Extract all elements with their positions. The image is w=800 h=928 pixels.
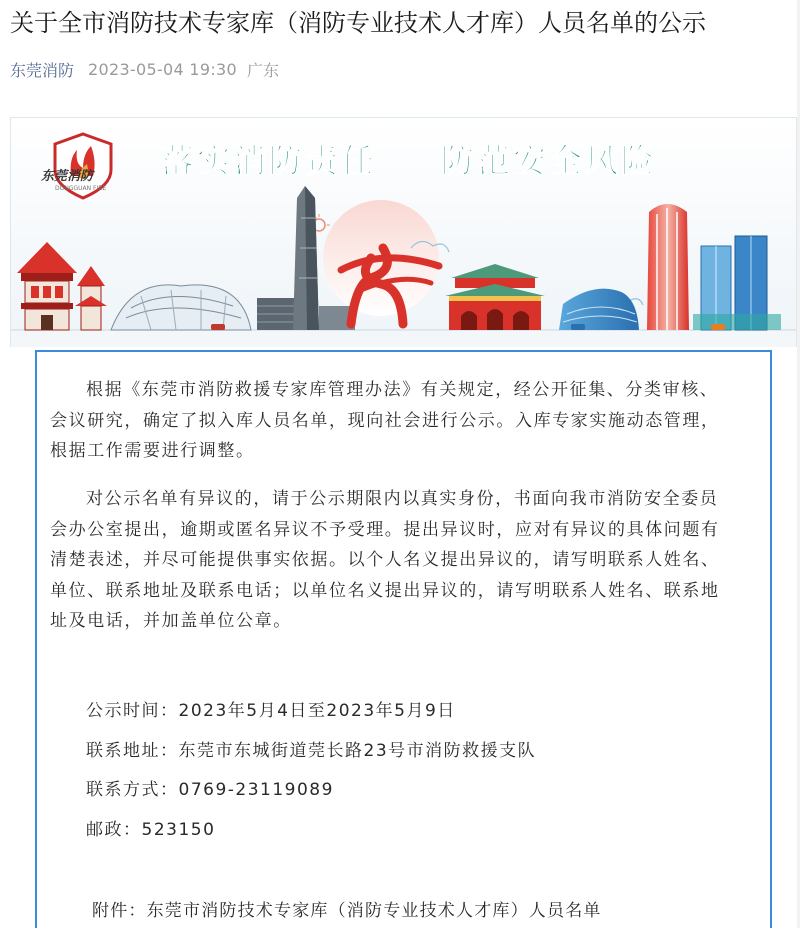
office-building bbox=[257, 298, 297, 330]
notice-paragraph-1: 根据《东莞市消防救援专家库管理办法》有关规定，经公开征集、分类审核、会议研究，确定了拟入库人员名单，现向社会进行公示。入库专家实施动态管理，根据工作需要进行调整。 bbox=[50, 380, 720, 461]
notice-paragraph-2: 对公示名单有异议的，请于公示期限内以真实身份，书面向我市消防安全委员会办公室提出，逾期或匿名异议不予受理。提出异议时，应对有异议的具体问题有清楚表述，并尽可能提供事实依据。以个人名义提出异议的，请写明联系人姓名、单位、联系地址及联系电话；以单位名义提出异议的，请写明联系人姓名、联系地址及电话，并加盖单位公章。 bbox=[50, 489, 720, 631]
banner-image bbox=[10, 117, 797, 347]
article-meta bbox=[10, 56, 279, 82]
slogan-left: 落实消防责任 bbox=[161, 141, 377, 180]
contact-phone: 联系方式：0769-23119089 bbox=[86, 780, 334, 800]
publish-time: 2023-05-04 19:30 bbox=[88, 59, 237, 79]
publish-location: 广东 bbox=[247, 60, 280, 80]
contact-address: 联系地址：东莞市东城街道莞长路23号市消防救援支队 bbox=[86, 741, 537, 761]
article-title: 关于全市消防技术专家库（消防专业技术人才库）人员名单的公示 bbox=[10, 9, 706, 37]
author-link[interactable]: 东莞消防 bbox=[10, 60, 75, 80]
striped-tower bbox=[647, 204, 689, 330]
logo-text: 东莞消防 bbox=[41, 169, 94, 184]
attachment-link[interactable]: 附件：东莞市消防技术专家库（消防专业技术人才库）人员名单 bbox=[92, 901, 602, 921]
postcode: 邮政：523150 bbox=[86, 820, 216, 840]
notice-period: 公示时间：2023年5月4日至2023年5月9日 bbox=[86, 701, 456, 721]
slogan-right: 防范安全风险 bbox=[441, 141, 657, 180]
logo-subtext: DONGGUAN FIRE bbox=[55, 185, 107, 192]
